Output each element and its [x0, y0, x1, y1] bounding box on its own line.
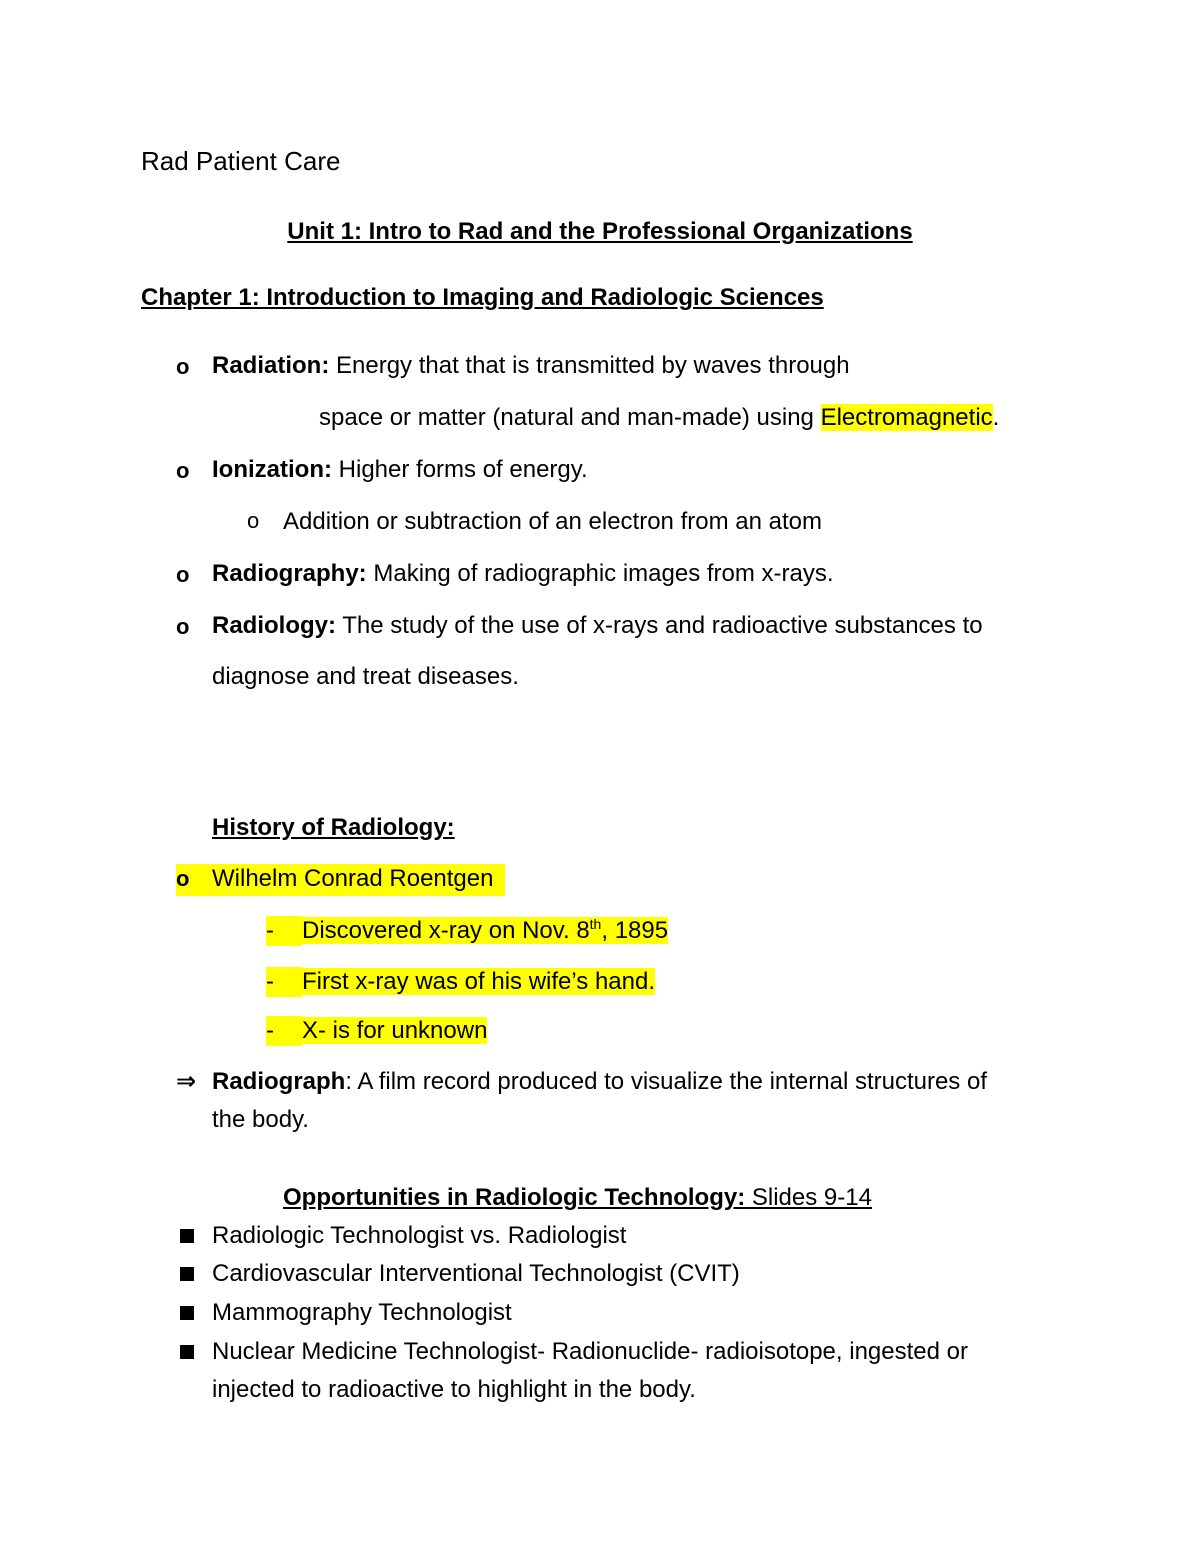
def-term: Radiograph — [212, 1068, 346, 1095]
history-heading: History of Radiology: — [212, 814, 455, 841]
def-term: Radiation: — [212, 352, 330, 379]
dash-marker: - — [266, 916, 302, 946]
bullet-marker: o — [176, 458, 190, 483]
fact-text: X- is for unknown — [302, 1017, 488, 1044]
roentgen-fact-1 — [266, 916, 668, 946]
square-bullet-icon — [180, 1306, 194, 1320]
square-bullet-icon — [180, 1267, 194, 1281]
bullet-marker: o — [176, 562, 190, 587]
highlight-electromagnetic: Electromagnetic — [820, 404, 993, 431]
bullet-marker: o — [176, 614, 190, 639]
fact-text — [302, 917, 668, 944]
document-title: Rad Patient Care — [141, 146, 341, 176]
ionization-sub: Addition or subtraction of an electron from an atom — [283, 508, 822, 535]
def-text: : A film record produced to visualize the internal structures of — [345, 1068, 987, 1095]
cont-suffix: . — [992, 404, 1000, 431]
def-radiograph — [212, 1067, 987, 1097]
roentgen-fact-3 — [266, 1016, 487, 1046]
def-term: Radiography: — [212, 560, 367, 587]
roentgen-fact-2 — [266, 967, 655, 997]
bullet-marker: o — [176, 354, 190, 379]
opps-heading-suffix: Slides 9-14 — [745, 1184, 872, 1211]
roentgen-name: Wilhelm Conrad Roentgen — [212, 865, 494, 892]
opp-item: Radiologic Technologist vs. Radiologist — [212, 1222, 627, 1249]
def-ionization — [212, 455, 588, 485]
def-text: Higher forms of energy. — [331, 456, 588, 483]
chapter-heading: Chapter 1: Introduction to Imaging and Radiologic Sciences — [141, 284, 824, 311]
opp-item: Mammography Technologist — [212, 1299, 512, 1326]
def-radiology — [212, 611, 983, 641]
dash-marker: - — [266, 1016, 302, 1046]
bullet-marker: o — [176, 866, 190, 891]
arrow-marker: ⇒ — [176, 1068, 197, 1095]
def-text: The study of the use of x-rays and radioactive substances to — [336, 612, 983, 639]
dash-marker: - — [266, 967, 302, 997]
def-radiation — [212, 351, 850, 381]
square-bullet-icon — [180, 1345, 194, 1359]
fact1-prefix: Discovered x-ray on Nov. 8 — [302, 917, 590, 944]
def-radiograph-cont: the body. — [212, 1106, 309, 1133]
opps-heading — [283, 1183, 872, 1213]
opps-heading-text: Opportunities in Radiologic Technology: — [283, 1184, 746, 1211]
unit-heading: Unit 1: Intro to Rad and the Professional Organizations — [287, 218, 913, 245]
sub-marker: o — [247, 508, 260, 533]
fact-text: First x-ray was of his wife’s hand. — [302, 968, 656, 995]
def-term: Ionization: — [212, 456, 332, 483]
square-bullet-icon — [180, 1229, 194, 1243]
roentgen-line — [176, 864, 505, 896]
opp-item: Cardiovascular Interventional Technologist (CVIT) — [212, 1260, 740, 1287]
opp-item-cont: injected to radioactive to highlight in the body. — [212, 1376, 696, 1403]
fact1-sup: th — [589, 916, 602, 932]
def-radiology-cont: diagnose and treat diseases. — [212, 663, 519, 690]
def-text: Energy that that is transmitted by waves through — [329, 352, 850, 379]
def-term: Radiology: — [212, 612, 336, 639]
opp-item: Nuclear Medicine Technologist- Radionuclide- radioisotope, ingested or — [212, 1338, 968, 1365]
def-text: Making of radiographic images from x-rays. — [366, 560, 834, 587]
cont-prefix: space or matter (natural and man-made) using — [319, 404, 821, 431]
def-radiography — [212, 559, 834, 589]
fact1-suffix: , 1895 — [601, 917, 669, 944]
def-radiation-cont — [319, 403, 999, 433]
